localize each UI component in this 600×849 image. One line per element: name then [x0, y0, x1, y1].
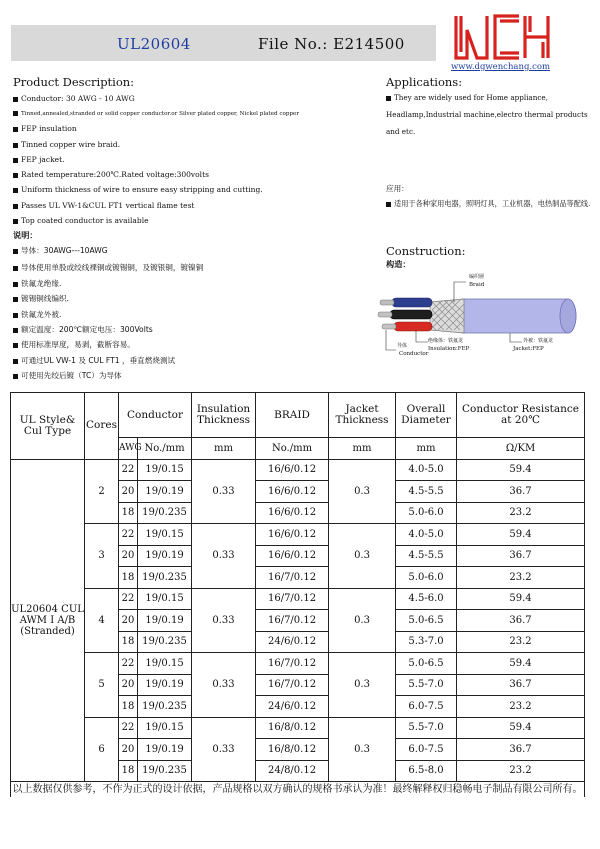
- strand-value: 19/0.19: [138, 674, 192, 696]
- product-line: Rated temperature:200℃.Rated voltage:300volts: [13, 170, 209, 180]
- chinese-line: 铁氟龙绝缘.: [13, 279, 61, 289]
- resistance-value: 59.4: [457, 588, 585, 610]
- resistance-value: 59.4: [457, 653, 585, 675]
- chinese-line: 可通过UL VW-1 及 CUL FT1 ，垂直燃烧测试: [13, 356, 175, 366]
- header-diameter: Overall Diameter: [396, 393, 457, 438]
- resistance-value: 36.7: [457, 674, 585, 696]
- jacket-value: 0.3: [329, 717, 396, 782]
- braid-value: 16/7/0.12: [256, 567, 329, 589]
- product-line: FEP jacket.: [13, 155, 65, 165]
- table-row: [11, 524, 585, 546]
- insulation-value: 0.33: [192, 459, 256, 524]
- subheader-no-mm: No./mm: [138, 438, 192, 460]
- braid-value: 16/7/0.12: [256, 610, 329, 632]
- spec-table: [10, 392, 585, 797]
- cable-style-label: UL20604 CUL AWM I A/B (Stranded): [11, 459, 85, 782]
- product-line: Uniform thickness of wire to ensure easy stripping and cutting.: [13, 185, 263, 195]
- braid-value: 24/6/0.12: [256, 631, 329, 653]
- awg-value: 20: [119, 481, 138, 503]
- awg-value: 18: [119, 567, 138, 589]
- awg-value: 22: [119, 588, 138, 610]
- diameter-value: 4.5-5.5: [396, 545, 457, 567]
- diameter-value: 6.0-7.5: [396, 739, 457, 761]
- braid-value: 24/8/0.12: [256, 760, 329, 782]
- subheader-jacket-unit: mm: [329, 438, 396, 460]
- strand-value: 19/0.235: [138, 502, 192, 524]
- braid-value: 16/8/0.12: [256, 739, 329, 761]
- table-row: [11, 717, 585, 739]
- cable-braid: [430, 299, 464, 333]
- diameter-value: 5.3-7.0: [396, 631, 457, 653]
- subheader-awg: AWG: [119, 438, 138, 460]
- braid-value: 24/6/0.12: [256, 696, 329, 718]
- chinese-line: 可使用先绞后镀（TC）为导体: [13, 371, 122, 381]
- table-row: [11, 459, 585, 481]
- awg-value: 22: [119, 653, 138, 675]
- applications-cn-text: 适用于各种家用电器，照明灯具，工业机器，电热制品等配线.: [386, 196, 596, 212]
- cores-value: 2: [85, 459, 119, 524]
- footer-note: 以上数据仅供参考，不作为正式的设计依据，产品规格以双方确认的规格书承认为准！最终解释权归稳畅电子制品有限公司所有。: [11, 782, 585, 798]
- awg-value: 18: [119, 760, 138, 782]
- insulation-value: 0.33: [192, 588, 256, 653]
- awg-value: 18: [119, 502, 138, 524]
- diameter-value: 4.0-5.0: [396, 459, 457, 481]
- diameter-value: 4.0-5.0: [396, 524, 457, 546]
- strand-value: 19/0.15: [138, 524, 192, 546]
- awg-value: 22: [119, 524, 138, 546]
- braid-value: 16/6/0.12: [256, 459, 329, 481]
- header-insulation: Insulation Thickness: [192, 393, 256, 438]
- braid-value: 16/7/0.12: [256, 653, 329, 675]
- company-logo: [453, 12, 551, 62]
- diameter-value: 5.5-7.0: [396, 674, 457, 696]
- cable-jacket: [462, 299, 576, 333]
- diameter-value: 5.0-6.0: [396, 502, 457, 524]
- resistance-value: 59.4: [457, 524, 585, 546]
- product-line: Tinned,annealed,stranded or solid copper conductor.or Silver plated copper, Nickel plated copper: [13, 109, 299, 119]
- diameter-value: 4.5-6.0: [396, 588, 457, 610]
- subheader-dia-unit: mm: [396, 438, 457, 460]
- resistance-value: 23.2: [457, 696, 585, 718]
- applications-title: Applications:: [386, 75, 463, 89]
- product-line: Passes UL VW-1&CUL FT1 vertical flame test: [13, 201, 194, 211]
- spec-table-body: [11, 393, 585, 782]
- chinese-line: 铁氟龙外被.: [13, 310, 61, 320]
- chinese-line: 额定温度：200℃额定电压：300Volts: [13, 325, 153, 335]
- chinese-description-title: 说明：: [13, 230, 38, 240]
- resistance-value: 23.2: [457, 567, 585, 589]
- braid-value: 16/6/0.12: [256, 524, 329, 546]
- subheader-res-unit: Ω/KM: [457, 438, 585, 460]
- awg-value: 20: [119, 674, 138, 696]
- table-row: [11, 588, 585, 610]
- resistance-value: 23.2: [457, 502, 585, 524]
- product-line: Tinned copper wire braid.: [13, 140, 120, 150]
- chinese-line: 导体：30AWG---10AWG: [13, 246, 108, 256]
- awg-value: 18: [119, 631, 138, 653]
- header-cores: Cores: [85, 393, 119, 460]
- product-line: FEP insulation: [13, 124, 77, 134]
- diameter-value: 5.0-6.5: [396, 610, 457, 632]
- label-conductor-en: Conductor: [399, 351, 429, 357]
- table-header-row: [11, 393, 585, 438]
- subheader-braid-unit: No./mm: [256, 438, 329, 460]
- awg-value: 20: [119, 545, 138, 567]
- header-conductor: Conductor: [119, 393, 192, 438]
- subheader-ins-unit: mm: [192, 438, 256, 460]
- construction-title: Construction:: [386, 244, 466, 258]
- awg-value: 22: [119, 717, 138, 739]
- jacket-value: 0.3: [329, 459, 396, 524]
- awg-value: 22: [119, 459, 138, 481]
- chinese-line: 导体使用单股或绞线裸铜或镀锡铜，及镀银铜，镀镍铜: [13, 263, 203, 273]
- product-line: Conductor: 30 AWG - 10 AWG: [13, 94, 135, 104]
- label-insulation-cn: 绝缘体：铁氟龙: [428, 338, 464, 344]
- strand-value: 19/0.15: [138, 717, 192, 739]
- insulation-value: 0.33: [192, 524, 256, 589]
- header-jacket: Jacket Thickness: [329, 393, 396, 438]
- strand-value: 19/0.235: [138, 567, 192, 589]
- cable-wires: [378, 298, 432, 331]
- braid-value: 16/6/0.12: [256, 502, 329, 524]
- resistance-value: 59.4: [457, 717, 585, 739]
- braid-value: 16/6/0.12: [256, 545, 329, 567]
- strand-value: 19/0.15: [138, 653, 192, 675]
- jacket-value: 0.3: [329, 524, 396, 589]
- header-braid: BRAID: [256, 393, 329, 438]
- jacket-value: 0.3: [329, 588, 396, 653]
- resistance-value: 36.7: [457, 545, 585, 567]
- diameter-value: 6.0-7.5: [396, 696, 457, 718]
- strand-value: 19/0.19: [138, 610, 192, 632]
- awg-value: 20: [119, 610, 138, 632]
- cores-value: 6: [85, 717, 119, 782]
- braid-value: 16/7/0.12: [256, 674, 329, 696]
- braid-value: 16/8/0.12: [256, 717, 329, 739]
- table-footer-row: [11, 782, 585, 798]
- insulation-value: 0.33: [192, 653, 256, 718]
- label-jacket-en: Jacket:FEP: [513, 346, 544, 352]
- chinese-line: 镀锡铜线编织.: [13, 294, 69, 304]
- resistance-value: 36.7: [457, 610, 585, 632]
- resistance-value: 23.2: [457, 631, 585, 653]
- website-link[interactable]: www.dgwenchang.com: [451, 62, 551, 72]
- product-line: Top coated conductor is available: [13, 216, 149, 226]
- strand-value: 19/0.15: [138, 588, 192, 610]
- label-jacket-cn: 外被：铁氟龙: [523, 338, 554, 344]
- diameter-value: 5.5-7.0: [396, 717, 457, 739]
- chinese-line: 使用标准厚度，易剥，截断容易。: [13, 340, 135, 350]
- awg-value: 18: [119, 696, 138, 718]
- diameter-value: 6.5-8.0: [396, 760, 457, 782]
- applications-cn-title: 应用：: [386, 184, 409, 193]
- product-description-title: Product Description:: [13, 75, 135, 89]
- braid-value: 16/7/0.12: [256, 588, 329, 610]
- strand-value: 19/0.235: [138, 760, 192, 782]
- label-conductor-cn: 导体: [397, 343, 408, 349]
- cores-value: 4: [85, 588, 119, 653]
- header-style: UL Style& Cul Type: [11, 393, 85, 460]
- label-braid-en: Braid: [469, 282, 485, 288]
- insulation-value: 0.33: [192, 717, 256, 782]
- label-braid-cn: 编织層: [469, 274, 485, 280]
- model-title: UL20604: [117, 35, 191, 53]
- resistance-value: 59.4: [457, 459, 585, 481]
- file-number: File No.: E214500: [258, 35, 405, 53]
- strand-value: 19/0.19: [138, 545, 192, 567]
- jacket-value: 0.3: [329, 653, 396, 718]
- header-resistance: Conductor Resistance at 20℃: [457, 393, 585, 438]
- strand-value: 19/0.235: [138, 696, 192, 718]
- strand-value: 19/0.15: [138, 459, 192, 481]
- diameter-value: 5.0-6.5: [396, 653, 457, 675]
- diameter-value: 4.5-5.5: [396, 481, 457, 503]
- resistance-value: 23.2: [457, 760, 585, 782]
- strand-value: 19/0.19: [138, 739, 192, 761]
- cores-value: 3: [85, 524, 119, 589]
- applications-text: They are widely used for Home appliance, Headlamp,Industrial machine,electro thermal products and etc.: [386, 93, 588, 136]
- label-insulation-en: Insulation:FEP: [428, 346, 470, 352]
- awg-value: 20: [119, 739, 138, 761]
- strand-value: 19/0.19: [138, 481, 192, 503]
- strand-value: 19/0.235: [138, 631, 192, 653]
- cores-value: 5: [85, 653, 119, 718]
- braid-value: 16/6/0.12: [256, 481, 329, 503]
- resistance-value: 36.7: [457, 481, 585, 503]
- table-row: [11, 653, 585, 675]
- resistance-value: 36.7: [457, 739, 585, 761]
- construction-cn-title: 构造：: [386, 259, 411, 269]
- diameter-value: 5.0-6.0: [396, 567, 457, 589]
